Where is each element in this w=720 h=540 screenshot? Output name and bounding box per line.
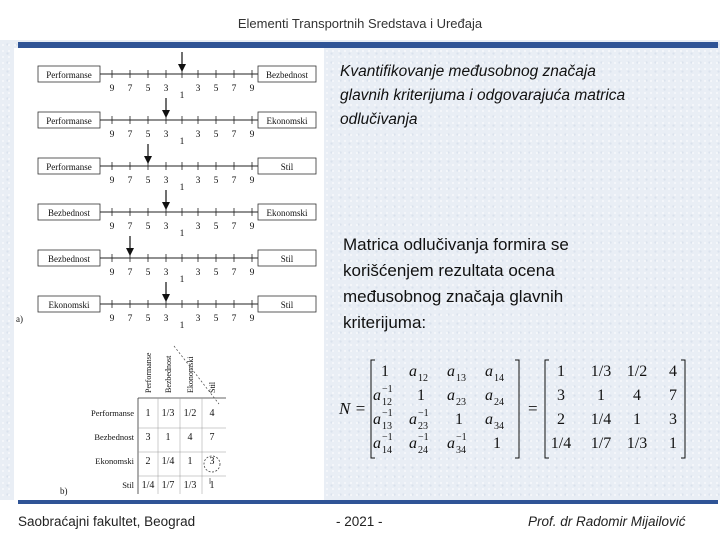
symbol-subscript: 24 (494, 397, 504, 408)
symbol-subscript: 14 (494, 373, 504, 384)
right-criterion-label: Stil (280, 254, 294, 264)
scale-tick-label: 5 (145, 314, 151, 324)
rating-arrow-head (162, 202, 170, 210)
scale-tick-label: 9 (249, 268, 255, 278)
right-criterion-label: Bezbednost (266, 70, 308, 80)
matrix-cell: 1/4 (161, 456, 175, 467)
matrix-row-header: Ekonomski (95, 456, 134, 466)
scale-tick-label: 5 (145, 84, 151, 94)
left-criterion-label: Performanse (46, 70, 92, 80)
scale-tick-label: 3 (195, 176, 201, 186)
symbol-letter: a (373, 411, 381, 428)
comparison-row (38, 236, 316, 285)
scale-tick-label: 5 (145, 130, 151, 140)
comparison-row (38, 52, 316, 101)
footer-rule (18, 500, 718, 504)
scale-tick-label: 9 (109, 314, 115, 324)
matrix-cell: 1 (209, 480, 215, 491)
comparison-figure-svg (14, 48, 324, 500)
slide-header-title: Elementi Transportnih Sredstava i Uređaja (237, 16, 483, 31)
numeric-cell: 1 (557, 363, 565, 380)
scale-tick-label: 9 (249, 84, 255, 94)
comparison-row (38, 144, 316, 193)
matrix-cell: 1/3 (183, 480, 197, 491)
matrix-cell: 7 (209, 432, 215, 443)
scale-tick-label: 9 (109, 130, 115, 140)
symbol-superscript: −1 (456, 432, 467, 443)
footer-institution: Saobraćajni fakultet, Beograd (18, 514, 196, 529)
comparison-row (38, 190, 316, 239)
left-criterion-label: Ekonomski (48, 300, 90, 310)
right-criterion-label: Stil (280, 300, 294, 310)
formula-svg (335, 350, 690, 465)
rating-arrow-head (178, 64, 186, 72)
left-criterion-label: Performanse (46, 162, 92, 172)
comparison-row (38, 282, 316, 331)
footer-author: Prof. dr Radomir Mijailović (528, 514, 686, 529)
link-line (174, 346, 219, 404)
heading-line: glavnih kriterijuma i odgovarajuća matrica (340, 87, 626, 104)
body-line: međusobnog značaja glavnih (343, 287, 564, 306)
symbol-one: 1 (381, 363, 389, 380)
right-criterion-label: Ekonomski (266, 208, 308, 218)
scale-tick-label: 3 (163, 222, 169, 232)
right-matrix-left-bracket (545, 360, 549, 458)
symbol-letter: a (485, 363, 493, 380)
scale-tick-label: 7 (231, 314, 237, 324)
rating-arrow-head (162, 110, 170, 118)
scale-tick-label: 1 (179, 275, 185, 285)
scale-tick-label: 5 (213, 84, 219, 94)
scale-tick-label: 5 (145, 176, 151, 186)
left-criterion-label: Bezbednost (48, 254, 90, 264)
numeric-cell: 3 (669, 411, 677, 428)
scale-tick-label: 9 (249, 176, 255, 186)
rating-arrow-head (162, 294, 170, 302)
symbol-subscript: 34 (456, 445, 466, 456)
symbol-subscript: 12 (382, 397, 392, 408)
scale-tick-label: 9 (249, 314, 255, 324)
scale-tick-label: 7 (127, 84, 133, 94)
symbol-subscript: 23 (456, 397, 466, 408)
symbol-subscript: 34 (494, 421, 504, 432)
symbol-subscript: 24 (418, 445, 428, 456)
scale-tick-label: 5 (213, 268, 219, 278)
scale-tick-label: 3 (163, 84, 169, 94)
scale-tick-label: 1 (179, 91, 185, 101)
body-line: kriterijuma: (343, 313, 427, 332)
symbolic-cell (373, 408, 393, 432)
matrix-row-header: Bezbednost (94, 432, 134, 442)
symbol-letter: a (373, 435, 381, 452)
formula-lhs: N = (339, 399, 367, 418)
symbol-one: 1 (493, 435, 501, 452)
footer-year: - 2021 - (336, 514, 383, 529)
symbol-superscript: −1 (382, 408, 393, 419)
symbol-letter: a (485, 411, 493, 428)
matrix-cell: 1 (187, 456, 193, 467)
scale-tick-label: 7 (231, 268, 237, 278)
symbol-one: 1 (455, 411, 463, 428)
symbol-superscript: −1 (382, 384, 393, 395)
scale-tick-label: 9 (249, 222, 255, 232)
scale-tick-label: 7 (127, 222, 133, 232)
rating-arrow-head (126, 248, 134, 256)
numeric-cell: 4 (633, 387, 641, 404)
scale-tick-label: 3 (163, 268, 169, 278)
symbolic-cell (409, 408, 429, 432)
scale-tick-label: 5 (213, 130, 219, 140)
symbol-subscript: 12 (418, 373, 428, 384)
symbol-letter: a (447, 387, 455, 404)
matrix-row-header: Stil (122, 480, 134, 490)
scale-tick-label: 9 (109, 268, 115, 278)
scale-tick-label: 7 (231, 130, 237, 140)
symbolic-cell (417, 387, 425, 404)
scale-tick-label: 1 (179, 321, 185, 331)
numeric-cell: 1/4 (550, 435, 572, 452)
scale-tick-label: 7 (127, 268, 133, 278)
scale-tick-label: 1 (179, 183, 185, 193)
scale-tick-label: 7 (231, 222, 237, 232)
matrix-cell: 2 (145, 456, 151, 467)
scale-tick-label: 7 (127, 314, 133, 324)
scale-tick-label: 3 (195, 268, 201, 278)
heading-line: odlučivanja (340, 111, 418, 128)
scale-tick-label: 3 (195, 314, 201, 324)
left-criterion-label: Bezbednost (48, 208, 90, 218)
numeric-cell: 1/3 (626, 435, 648, 452)
comparison-row (38, 98, 316, 147)
scale-tick-label: 3 (195, 84, 201, 94)
numeric-cell: 7 (669, 387, 677, 404)
symbol-letter: a (409, 411, 417, 428)
symbolic-cell (409, 432, 429, 456)
numeric-cell: 3 (557, 387, 565, 404)
numeric-cell: 1 (669, 435, 677, 452)
symbol-subscript: 14 (382, 445, 392, 456)
symbol-letter: a (447, 435, 455, 452)
matrix-cell: 3 (209, 456, 215, 467)
scale-tick-label: 9 (109, 84, 115, 94)
symbol-superscript: −1 (418, 408, 429, 419)
heading-line: Kvantifikovanje međusobnog značaja (340, 63, 596, 80)
symbol-superscript: −1 (382, 432, 393, 443)
symbol-letter: a (373, 387, 381, 404)
matrix-cell: 1/7 (161, 480, 175, 491)
matrix-row-header: Performanse (91, 408, 134, 418)
right-matrix-right-bracket (681, 360, 685, 458)
formula-equals: = (528, 399, 538, 418)
numeric-cell: 1 (633, 411, 641, 428)
scale-tick-label: 7 (231, 176, 237, 186)
symbolic-cell (485, 363, 504, 384)
numeric-cell: 2 (557, 411, 565, 428)
criteria-matrix (91, 346, 226, 494)
scale-tick-label: 3 (163, 176, 169, 186)
scale-tick-label: 9 (249, 130, 255, 140)
matrix-cell: 3 (145, 432, 151, 443)
numeric-cell: 1/7 (590, 435, 612, 452)
right-criterion-label: Stil (280, 162, 294, 172)
scale-tick-label: 3 (195, 130, 201, 140)
symbol-letter: a (409, 363, 417, 380)
symbolic-cell (485, 387, 504, 408)
scale-tick-label: 5 (145, 222, 151, 232)
slide-heading (340, 60, 680, 132)
symbol-subscript: 13 (382, 421, 392, 432)
matrix-cell: 1/2 (183, 408, 197, 419)
right-criterion-label: Ekonomski (266, 116, 308, 126)
symbol-subscript: 13 (456, 373, 466, 384)
symbolic-cell (493, 435, 501, 452)
symbol-subscript: 23 (418, 421, 428, 432)
matrix-cell: 4 (187, 432, 193, 443)
symbolic-cell (455, 411, 463, 428)
numeric-cell: 4 (669, 363, 677, 380)
matrix-column-header: Ekonomski (186, 356, 195, 393)
symbolic-cell (373, 432, 393, 456)
numeric-cell: 1/3 (590, 363, 612, 380)
left-matrix-right-bracket (515, 360, 519, 458)
symbolic-cell (485, 411, 504, 432)
symbolic-cell (447, 387, 466, 408)
scale-tick-label: 3 (195, 222, 201, 232)
scale-tick-label: 5 (213, 222, 219, 232)
scale-tick-label: 5 (145, 268, 151, 278)
scale-tick-label: 7 (127, 176, 133, 186)
body-line: korišćenjem rezultata ocena (343, 261, 555, 280)
matrix-column-header: Performanse (144, 352, 153, 393)
rating-arrow-head (144, 156, 152, 164)
scale-tick-label: 9 (109, 176, 115, 186)
figure-part-a-label: a) (16, 314, 23, 324)
symbol-letter: a (485, 387, 493, 404)
matrix-cell: 4 (209, 408, 215, 419)
scale-tick-label: 5 (213, 176, 219, 186)
numeric-cell: 1 (597, 387, 605, 404)
scale-tick-label: 3 (163, 130, 169, 140)
decision-matrix-formula (335, 350, 690, 465)
numeric-cell: 1/2 (626, 363, 648, 380)
scale-tick-label: 5 (213, 314, 219, 324)
figure-part-b-label: b) (60, 486, 68, 496)
symbol-letter: a (409, 435, 417, 452)
symbol-letter: a (447, 363, 455, 380)
slide-body-text (343, 232, 673, 336)
matrix-cell: 1 (145, 408, 151, 419)
symbolic-cell (447, 363, 466, 384)
scale-tick-label: 1 (179, 229, 185, 239)
matrix-cell: 1/3 (161, 408, 175, 419)
numeric-cell: 1/4 (590, 411, 612, 428)
matrix-column-header: Bezbednost (164, 355, 173, 393)
left-criterion-label: Performanse (46, 116, 92, 126)
body-line: Matrica odlučivanja formira se (343, 235, 569, 254)
comparison-figure (14, 48, 324, 500)
scale-tick-label: 3 (163, 314, 169, 324)
symbolic-cell (381, 363, 389, 380)
symbol-one: 1 (417, 387, 425, 404)
matrix-cell: 1/4 (141, 480, 155, 491)
symbolic-cell (447, 432, 467, 456)
scale-tick-label: 7 (127, 130, 133, 140)
matrix-cell: 1 (165, 432, 171, 443)
scale-tick-label: 7 (231, 84, 237, 94)
symbol-superscript: −1 (418, 432, 429, 443)
scale-tick-label: 1 (179, 137, 185, 147)
scale-tick-label: 9 (109, 222, 115, 232)
symbolic-cell (373, 384, 393, 408)
matrix-column-header: Stil (208, 381, 217, 393)
symbolic-cell (409, 363, 428, 384)
